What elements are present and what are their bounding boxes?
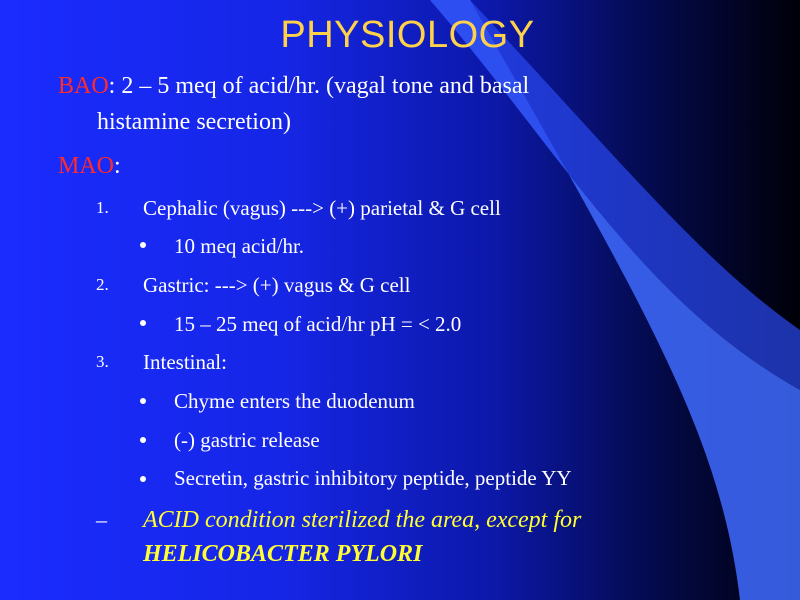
bao-line <box>58 72 529 100</box>
item-number: 2. <box>96 275 109 294</box>
sub-list-item: (-) gastric release <box>174 428 320 452</box>
mao-label: MAO <box>58 153 115 179</box>
conclusion-line2: HELICOBACTER PYLORI <box>143 541 423 567</box>
conclusion-line1: ACID condition sterilized the area, except for <box>143 507 582 533</box>
mao-colon: : <box>114 153 121 179</box>
bao-colon: : <box>108 73 116 99</box>
slide-title: PHYSIOLOGY <box>280 14 535 56</box>
bao-text-line1: 2 – 5 meq of acid/hr. (vagal tone and basal <box>115 73 530 99</box>
list-item: Intestinal: <box>143 350 227 374</box>
bao-text-line2: histamine secretion) <box>97 109 291 135</box>
dash-marker: – <box>96 507 107 532</box>
sub-list-item: Chyme enters the duodenum <box>174 389 415 413</box>
bullet-icon <box>140 320 146 326</box>
sub-list-item: Secretin, gastric inhibitory peptide, peptide YY <box>174 466 572 490</box>
item-number: 1. <box>96 198 109 217</box>
list-item: Cephalic (vagus) ---> (+) parietal & G cell <box>143 196 501 220</box>
bullet-icon <box>140 437 146 443</box>
sub-list-item: 15 – 25 meq of acid/hr pH = < 2.0 <box>174 312 462 336</box>
item-number: 3. <box>96 352 109 371</box>
list-item: Gastric: ---> (+) vagus & G cell <box>143 273 411 297</box>
bao-label: BAO <box>58 73 109 99</box>
bullet-icon <box>140 398 146 404</box>
bullet-icon <box>140 242 146 248</box>
bullet-icon <box>140 476 146 482</box>
mao-line <box>58 152 121 180</box>
sub-list-item: 10 meq acid/hr. <box>174 234 305 258</box>
